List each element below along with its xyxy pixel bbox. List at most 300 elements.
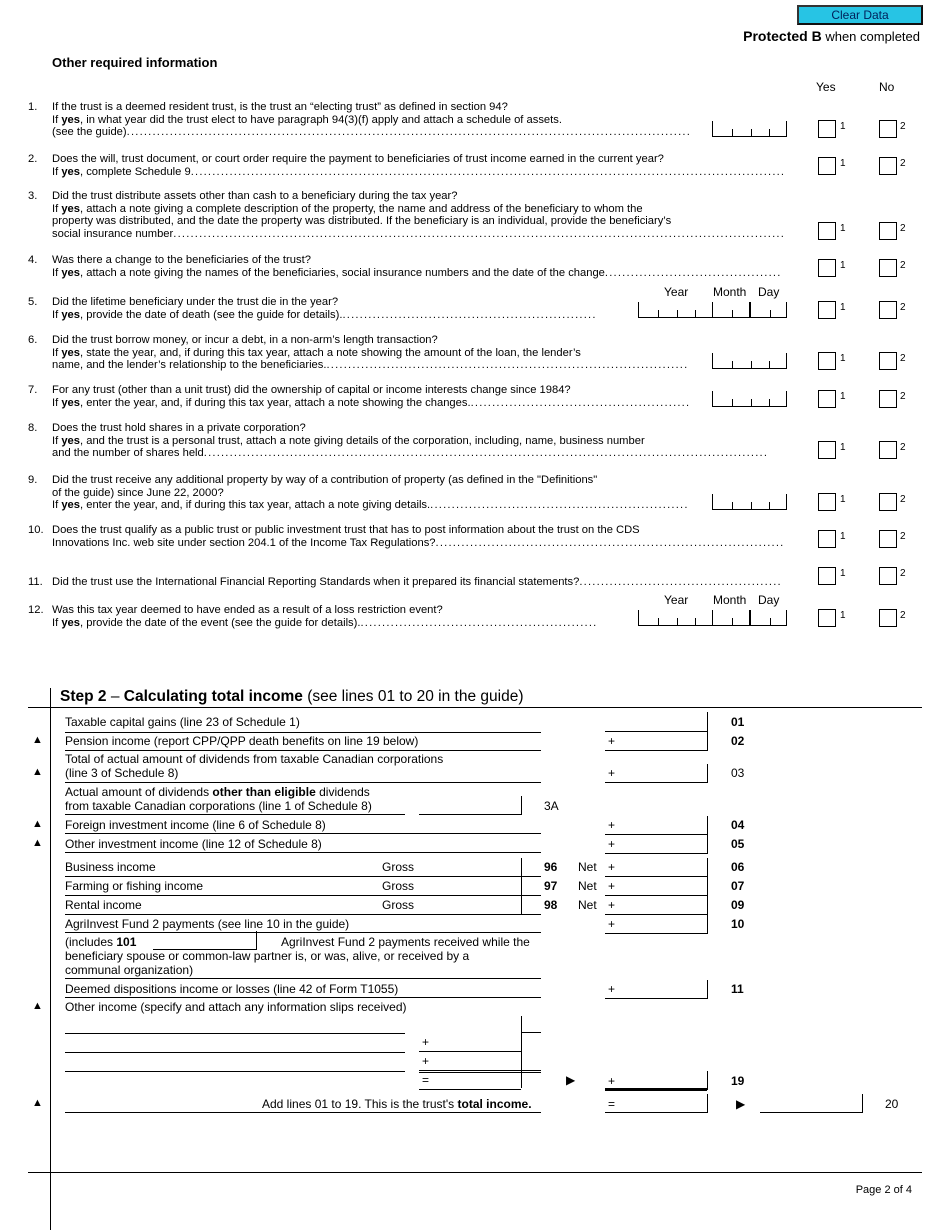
line-04-amount[interactable] — [605, 818, 707, 835]
rule — [707, 712, 708, 732]
question-text — [52, 524, 784, 549]
question-line-text: If — [52, 308, 62, 321]
line-10-label: AgriInvest Fund 2 payments (see line 10 in the guide) — [65, 917, 350, 931]
question-12-year-field[interactable] — [638, 610, 713, 626]
month-label: Month — [713, 285, 747, 299]
question-8-yes-checkbox[interactable] — [818, 441, 836, 459]
yes-code: 1 — [840, 353, 846, 364]
yes-code: 1 — [840, 610, 846, 621]
rule — [65, 932, 541, 933]
leader-dots: ................................................................................. — [435, 536, 785, 549]
line-02-amount[interactable] — [605, 734, 707, 751]
question-4-no-checkbox[interactable] — [879, 259, 897, 277]
question-9-year-field[interactable] — [712, 494, 787, 510]
rule — [65, 732, 541, 733]
question-line-text: and the number of shares held — [52, 447, 204, 460]
amount-divider — [707, 1071, 708, 1090]
question-line-text: , enter the year, and, if during this tax year, attach a note giving details. — [80, 499, 431, 512]
net-label: Net — [578, 879, 597, 893]
yes-emphasis: yes — [61, 308, 80, 321]
rule — [65, 782, 541, 783]
question-line — [52, 228, 785, 241]
leader-dots: ................................................................................................................................... — [126, 126, 692, 139]
line-03-label-2: (line 3 of Schedule 8) — [65, 766, 179, 780]
question-line-text: (see the guide) — [52, 126, 127, 139]
question-line-text: , state the year, and, if during this tax year, attach a note showing the amount of the loan, the lender’s — [80, 346, 581, 359]
amount-divider — [707, 732, 708, 751]
equals-sign: = — [608, 1097, 616, 1111]
question-line — [52, 576, 782, 589]
question-11-yes-checkbox[interactable] — [818, 567, 836, 585]
plus-sign: + — [608, 818, 616, 832]
business-income-label: Business income — [65, 860, 156, 874]
question-line-text: social insurance number — [52, 227, 174, 240]
question-number: 11. — [28, 576, 43, 588]
question-5-no-checkbox[interactable] — [879, 301, 897, 319]
question-line-text: Was this tax year deemed to have ended as a result of a loss restriction event? — [52, 604, 443, 616]
amount-divider — [707, 858, 708, 877]
no-code: 2 — [900, 568, 906, 579]
question-7-year-field[interactable] — [712, 391, 787, 407]
question-1-year-field[interactable] — [712, 121, 787, 137]
line-number: 07 — [731, 879, 745, 893]
question-number: 4. — [28, 254, 38, 266]
question-7-yes-checkbox[interactable] — [818, 390, 836, 408]
line-number: 20 — [885, 1097, 899, 1111]
year-label: Year — [664, 285, 689, 299]
question-number: 3. — [28, 190, 38, 202]
plus-sign: + — [608, 982, 616, 996]
question-line — [52, 474, 689, 487]
question-line — [52, 347, 688, 360]
question-line — [52, 334, 688, 347]
yes-code: 1 — [840, 494, 846, 505]
question-5-month-field[interactable] — [712, 302, 750, 318]
leader-dots: ........................................................... — [342, 308, 597, 321]
question-4-yes-checkbox[interactable] — [818, 259, 836, 277]
question-number: 1. — [28, 101, 38, 113]
line-101-label — [65, 935, 136, 949]
no-code: 2 — [900, 531, 906, 542]
line-101-amount[interactable] — [153, 933, 256, 950]
net-label: Net — [578, 860, 597, 874]
yes-code: 1 — [840, 442, 846, 453]
rule — [65, 814, 405, 815]
no-code: 2 — [900, 353, 906, 364]
plus-sign: + — [608, 766, 616, 780]
line-11-label: Deemed dispositions income or losses (line 42 of Form T1055) — [65, 982, 399, 996]
question-line-text: If — [52, 616, 62, 629]
line-101-text-3: communal organization) — [65, 963, 194, 977]
triangle-marker-icon: ▲ — [32, 766, 43, 778]
question-line-text: For any trust (other than a unit trust) did the ownership of capital or income interests change since 1984? — [52, 384, 571, 396]
total-text: Add lines 01 to 19. This is the trust's — [262, 1097, 458, 1111]
question-7-no-checkbox[interactable] — [879, 390, 897, 408]
question-line — [52, 499, 689, 512]
question-text — [52, 296, 597, 321]
amount-divider — [707, 980, 708, 999]
rule — [521, 1032, 541, 1033]
line-number: 3A — [544, 799, 559, 813]
question-line — [52, 617, 597, 630]
section-title: Other required information — [52, 55, 218, 70]
line-3a-label — [65, 785, 370, 799]
other-income-description-1[interactable] — [65, 1017, 405, 1034]
rule — [65, 750, 541, 751]
triangle-marker-icon: ▲ — [32, 1097, 43, 1109]
other-income-description-2[interactable] — [65, 1036, 405, 1053]
question-line — [52, 166, 785, 179]
question-line-text: name, and the lender’s relationship to the beneficiaries. — [52, 359, 327, 372]
yes-emphasis: yes — [61, 202, 80, 215]
no-code: 2 — [900, 442, 906, 453]
question-line — [52, 309, 597, 322]
line-101-text-2: beneficiary spouse or common-law partner is, or was, alive, or received by a — [65, 949, 470, 963]
yes-emphasis: yes — [61, 266, 80, 279]
question-text — [52, 576, 782, 589]
question-number: 7. — [28, 384, 38, 396]
question-line — [52, 604, 597, 617]
question-line-text: Did the lifetime beneficiary under the trust die in the year? — [52, 296, 339, 308]
question-number: 6. — [28, 334, 38, 346]
clear-data-button[interactable]: Clear Data — [797, 5, 923, 25]
yes-emphasis: yes — [61, 346, 80, 359]
rule — [521, 796, 522, 815]
question-text — [52, 422, 768, 460]
question-number: 5. — [28, 296, 38, 308]
rule — [521, 877, 522, 896]
no-code: 2 — [900, 610, 906, 621]
question-line-text: , and the trust is a personal trust, attach a note giving details of the corporation, including, name, business number — [80, 434, 645, 447]
amount-divider — [707, 896, 708, 915]
equals-sign: = — [422, 1073, 430, 1087]
leader-dots: ................................................................................................................................... — [203, 447, 769, 460]
line-3a-text: other than eligible — [212, 785, 316, 799]
page-number: Page 2 of 4 — [855, 1184, 912, 1196]
no-code: 2 — [900, 223, 906, 234]
yes-emphasis: yes — [61, 113, 80, 126]
triangle-marker-icon: ▲ — [32, 818, 43, 830]
yes-code: 1 — [840, 531, 846, 542]
question-line-text: Did the trust receive any additional property by way of a contribution of property (as defined in the "Definitions" — [52, 474, 598, 486]
rule — [256, 931, 257, 950]
year-label: Year — [664, 593, 689, 607]
rental-income-label: Rental income — [65, 898, 142, 912]
leader-dots: ....................................................... — [360, 616, 598, 629]
total-income-label — [262, 1097, 532, 1111]
rule — [65, 876, 541, 877]
amount-divider — [707, 764, 708, 783]
question-line — [52, 435, 768, 448]
question-3-yes-checkbox[interactable] — [818, 222, 836, 240]
rule — [605, 1088, 707, 1089]
rental-income-net-amount[interactable] — [605, 898, 707, 915]
other-income-subtotal[interactable] — [419, 1073, 521, 1090]
question-5-year-field[interactable] — [638, 302, 713, 318]
line-20-total-amount[interactable] — [760, 1096, 862, 1113]
arrow-right-icon: ▶ — [736, 1097, 746, 1111]
line-number: 03 — [731, 766, 745, 780]
no-column-header: No — [879, 80, 895, 94]
yes-emphasis: yes — [61, 165, 80, 178]
question-12-month-field[interactable] — [712, 610, 750, 626]
line-3a-text: dividends — [315, 785, 370, 799]
rule — [65, 1112, 541, 1113]
yes-code: 1 — [840, 158, 846, 169]
question-text — [52, 474, 689, 512]
question-line — [52, 384, 690, 397]
line-20-subtotal[interactable] — [605, 1096, 707, 1113]
question-line — [52, 101, 691, 114]
farming-income-gross-amount[interactable] — [419, 879, 521, 896]
question-line — [52, 447, 768, 460]
line-01-amount[interactable] — [605, 715, 707, 732]
total-text-bold: total income. — [457, 1097, 532, 1111]
question-line — [52, 537, 784, 550]
question-text — [52, 334, 688, 372]
rule — [65, 833, 541, 834]
no-code: 2 — [900, 494, 906, 505]
line-11-amount[interactable] — [605, 982, 707, 999]
rule — [65, 895, 541, 896]
leader-dots: ............................................... — [579, 576, 782, 588]
line-number: 04 — [731, 818, 745, 832]
yes-code: 1 — [840, 260, 846, 271]
question-line — [52, 359, 688, 372]
question-line — [52, 267, 782, 280]
day-label: Day — [758, 285, 780, 299]
question-line-text: of the guide) since June 22, 2000? — [52, 486, 224, 499]
question-12-yes-checkbox[interactable] — [818, 609, 836, 627]
question-3-no-checkbox[interactable] — [879, 222, 897, 240]
question-line — [52, 524, 784, 537]
day-label: Day — [758, 593, 780, 607]
question-line-text: Did the trust use the International Financial Reporting Standards when it prepared its financial statements? — [52, 576, 580, 588]
question-line-text: If — [52, 202, 62, 215]
question-line — [52, 397, 690, 410]
triangle-marker-icon: ▲ — [32, 734, 43, 746]
line-number: 19 — [731, 1074, 745, 1088]
question-number: 2. — [28, 153, 38, 165]
question-text — [52, 604, 597, 629]
question-1-yes-checkbox[interactable] — [818, 120, 836, 138]
line-3a-amount[interactable] — [419, 798, 521, 815]
rule — [419, 1070, 541, 1071]
line-03-label: Total of actual amount of dividends from taxable Canadian corporations — [65, 752, 444, 766]
question-line-text: , attach a note giving a complete description of the property, the name and address of the beneficiary to whom the — [80, 202, 643, 215]
question-text — [52, 101, 691, 139]
triangle-marker-icon: ▲ — [32, 837, 43, 849]
rule — [862, 1094, 863, 1113]
question-6-year-field[interactable] — [712, 353, 787, 369]
left-margin-rule — [50, 688, 51, 1230]
question-line-text: If — [52, 499, 62, 512]
question-9-yes-checkbox[interactable] — [818, 493, 836, 511]
line-number: 06 — [731, 860, 745, 874]
question-text — [52, 153, 785, 178]
leader-dots: .......................................................................................................................................... — [190, 165, 786, 178]
question-text — [52, 190, 785, 240]
amount-divider — [707, 816, 708, 835]
leader-dots: ............................................................ — [430, 499, 689, 512]
no-code: 2 — [900, 260, 906, 271]
triangle-marker-icon: ▲ — [32, 1000, 43, 1012]
line-number: 96 — [544, 860, 558, 874]
line-101-text: AgriInvest Fund 2 payments received while the — [281, 935, 530, 949]
question-2-yes-checkbox[interactable] — [818, 157, 836, 175]
farming-income-net-amount[interactable] — [605, 879, 707, 896]
line-number: 09 — [731, 898, 745, 912]
question-line-text: If — [52, 396, 62, 409]
plus-sign: + — [422, 1035, 430, 1049]
line-number: 02 — [731, 734, 745, 748]
rental-income-gross-amount[interactable] — [419, 898, 521, 915]
question-line-text: Does the will, trust document, or court order require the payment to beneficiaries of trust income earned in the current year? — [52, 153, 664, 165]
month-label: Month — [713, 593, 747, 607]
rule — [521, 896, 522, 915]
rule — [65, 978, 541, 979]
farming-income-label: Farming or fishing income — [65, 879, 204, 893]
question-line-text: If — [52, 434, 62, 447]
rule — [419, 1051, 521, 1052]
question-line-text: If — [52, 113, 62, 126]
rule — [521, 858, 522, 877]
yes-emphasis: yes — [61, 434, 80, 447]
question-line-text: , attach a note giving the names of the beneficiaries, social insurance numbers and the date of the change — [80, 266, 605, 279]
amount-divider — [707, 915, 708, 934]
rule — [65, 852, 541, 853]
question-line — [52, 190, 785, 203]
question-text — [52, 384, 690, 409]
question-12-day-field[interactable] — [750, 610, 787, 626]
question-5-yes-checkbox[interactable] — [818, 301, 836, 319]
other-income-label: Other income (specify and attach any information slips received) — [65, 1000, 407, 1014]
question-6-yes-checkbox[interactable] — [818, 352, 836, 370]
line-05-label: Other investment income (line 12 of Schedule 8) — [65, 837, 322, 851]
line-04-label: Foreign investment income (line 6 of Schedule 8) — [65, 818, 326, 832]
other-income-description-3[interactable] — [65, 1055, 405, 1072]
question-text — [52, 254, 782, 279]
question-line — [52, 153, 785, 166]
no-code: 2 — [900, 121, 906, 132]
arrow-right-icon: ▶ — [566, 1073, 576, 1087]
question-line-text: Innovations Inc. web site under section 204.1 of the Income Tax Regulations? — [52, 536, 436, 549]
question-line-text: Does the trust qualify as a public trust or public investment trust that has to post information about the trust on the CDS — [52, 524, 640, 536]
question-line-text: , provide the date of the event (see the guide for details). — [80, 616, 361, 629]
rule — [65, 997, 541, 998]
plus-sign: + — [608, 1074, 616, 1088]
question-number: 10. — [28, 524, 44, 536]
question-line — [52, 215, 785, 228]
question-line-text: If the trust is a deemed resident trust, is the trust an “electing trust” as defined in section 94? — [52, 101, 508, 113]
question-line — [52, 126, 691, 139]
question-line-text: , in what year did the trust elect to have paragraph 94(3)(f) apply and attach a schedule of assets. — [80, 113, 562, 126]
plus-sign: + — [608, 917, 616, 931]
gross-label: Gross — [382, 860, 415, 874]
question-9-no-checkbox[interactable] — [879, 493, 897, 511]
question-10-no-checkbox[interactable] — [879, 530, 897, 548]
question-line — [52, 487, 689, 500]
plus-sign: + — [608, 734, 616, 748]
leader-dots: .................................................................................... — [326, 359, 689, 372]
question-line-text: Did the trust borrow money, or incur a debt, in a non-arm’s length transaction? — [52, 334, 438, 346]
line-number: 05 — [731, 837, 745, 851]
question-line-text: , provide the date of death (see the guide for details). — [80, 308, 343, 321]
business-income-net-amount[interactable] — [605, 860, 707, 877]
plus-sign: + — [608, 837, 616, 851]
line-01-label: Taxable capital gains (line 23 of Schedule 1) — [65, 715, 300, 729]
no-code: 2 — [900, 158, 906, 169]
yes-code: 1 — [840, 121, 846, 132]
line-number: 98 — [544, 898, 558, 912]
question-line-text: , enter the year, and, if during this tax year, attach a note showing the changes. — [80, 396, 471, 409]
question-line-text: If — [52, 165, 62, 178]
line-number: 97 — [544, 879, 558, 893]
line-10-amount[interactable] — [605, 917, 707, 934]
other-income-column — [521, 1016, 522, 1088]
yes-column-header: Yes — [816, 80, 836, 94]
yes-code: 1 — [840, 391, 846, 402]
line-101-code: 101 — [116, 935, 137, 949]
question-line — [52, 254, 782, 267]
question-line — [52, 203, 785, 216]
line-number: 10 — [731, 917, 745, 931]
yes-emphasis: yes — [61, 499, 80, 512]
leader-dots: ......................................... — [604, 266, 782, 279]
question-line — [52, 422, 768, 435]
line-02-label: Pension income (report CPP/QPP death benefits on line 19 below) — [65, 734, 419, 748]
no-code: 2 — [900, 391, 906, 402]
question-line — [52, 114, 691, 127]
question-2-no-checkbox[interactable] — [879, 157, 897, 175]
leader-dots: .............................................................................................................................................. — [173, 227, 786, 240]
gross-label: Gross — [382, 898, 415, 912]
rule — [605, 1090, 707, 1091]
yes-emphasis: yes — [61, 616, 80, 629]
leader-dots: ................................................... — [470, 396, 691, 409]
question-11-no-checkbox[interactable] — [879, 567, 897, 585]
net-label: Net — [578, 898, 597, 912]
plus-sign: + — [608, 879, 616, 893]
yes-code: 1 — [840, 302, 846, 313]
question-number: 9. — [28, 474, 38, 486]
yes-code: 1 — [840, 223, 846, 234]
question-8-no-checkbox[interactable] — [879, 441, 897, 459]
question-12-no-checkbox[interactable] — [879, 609, 897, 627]
question-5-day-field[interactable] — [750, 302, 787, 318]
gross-label: Gross — [382, 879, 415, 893]
question-10-yes-checkbox[interactable] — [818, 530, 836, 548]
plus-sign: + — [608, 860, 616, 874]
question-number: 8. — [28, 422, 38, 434]
line-03-amount[interactable] — [605, 766, 707, 783]
plus-sign: + — [608, 898, 616, 912]
line-number: 01 — [731, 715, 745, 729]
question-line-text: Did the trust distribute assets other than cash to a beneficiary during the tax year? — [52, 190, 458, 202]
question-1-no-checkbox[interactable] — [879, 120, 897, 138]
question-6-no-checkbox[interactable] — [879, 352, 897, 370]
line-05-amount[interactable] — [605, 837, 707, 854]
question-line-text: If — [52, 266, 62, 279]
yes-emphasis: yes — [61, 396, 80, 409]
question-line-text: If — [52, 346, 62, 359]
line-number: 11 — [731, 982, 744, 996]
amount-divider — [707, 1094, 708, 1113]
includes-text: (includes — [65, 935, 117, 949]
yes-code: 1 — [840, 568, 846, 579]
business-income-gross-amount[interactable] — [419, 860, 521, 877]
question-line-text: , complete Schedule 9 — [80, 165, 191, 178]
